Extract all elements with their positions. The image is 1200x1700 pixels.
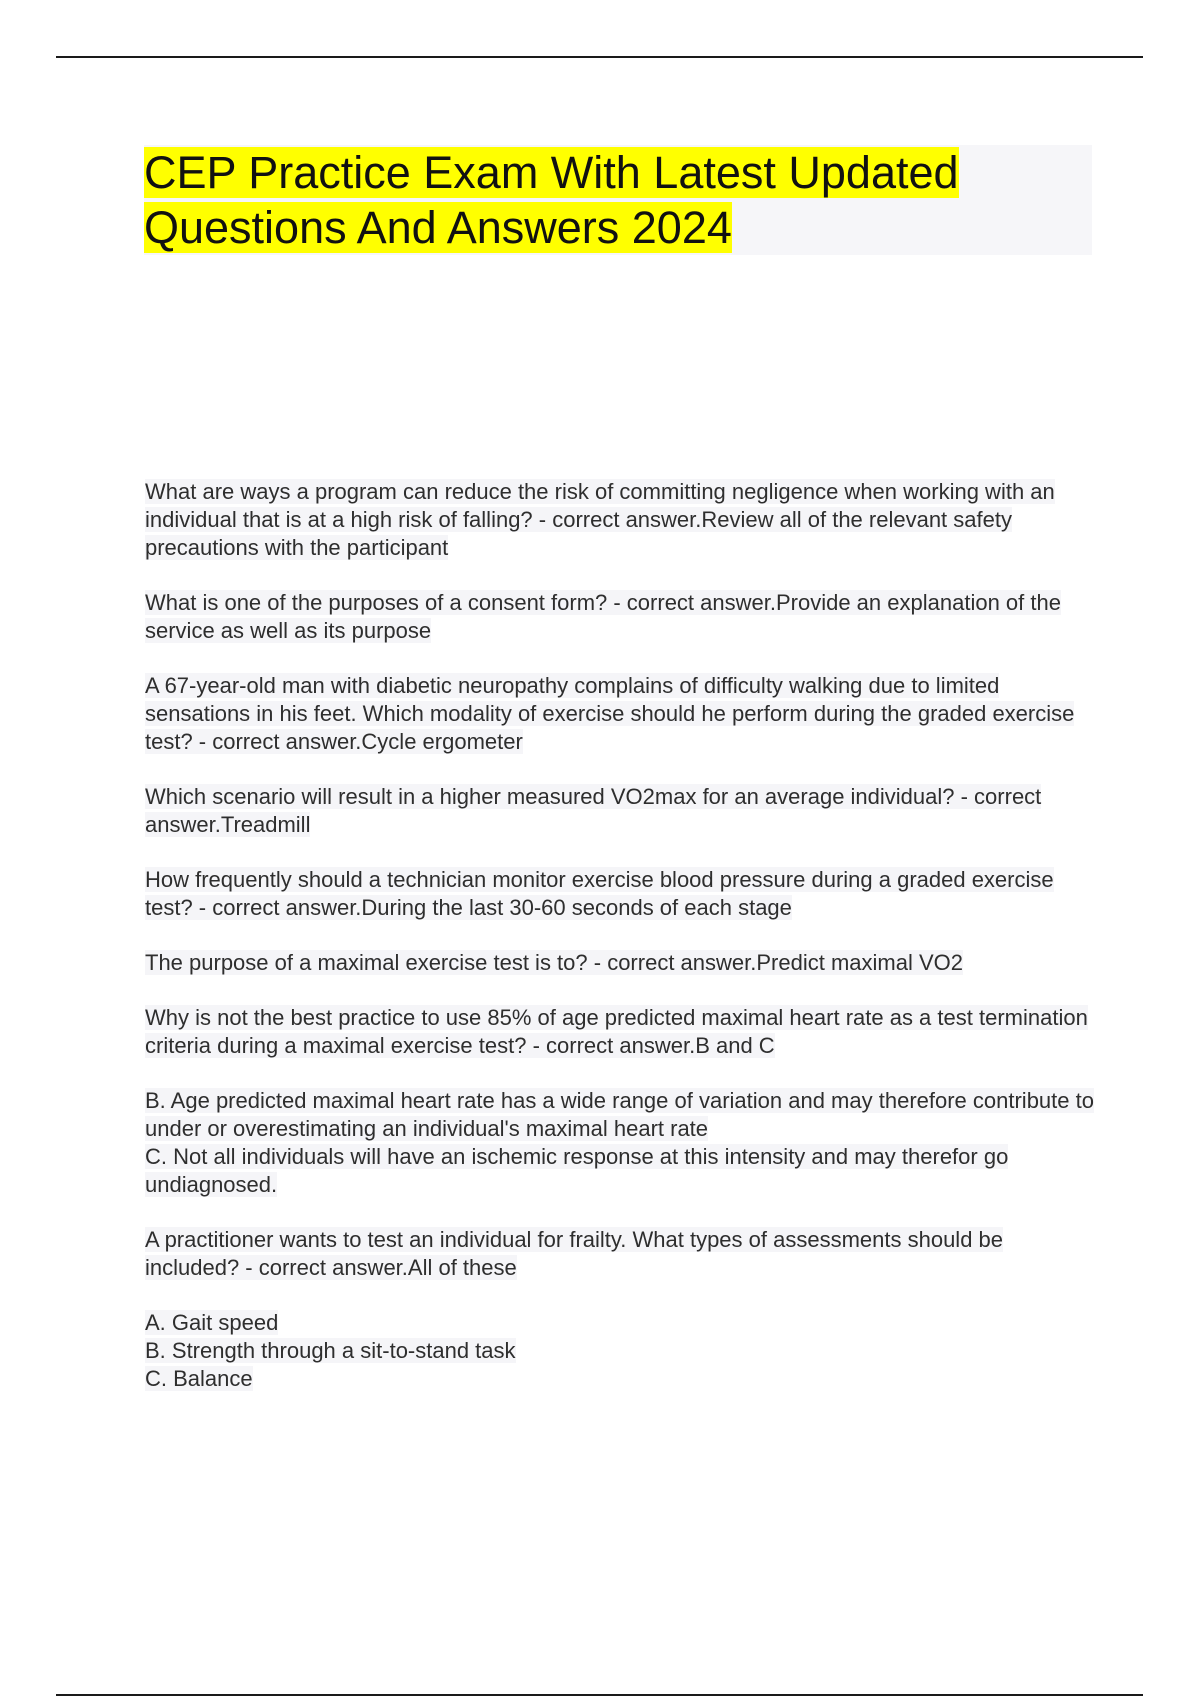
page-title-text: CEP Practice Exam With Latest Updated Questions And Answers 2024 bbox=[144, 147, 959, 253]
answer-option: C. Balance bbox=[145, 1366, 253, 1391]
qa-item: Why is not the best practice to use 85% of age predicted maximal heart rate as a test termination criteria during a maximal exercise test? - correct answer.B and C bbox=[145, 1005, 1088, 1058]
bottom-rule bbox=[56, 1694, 1143, 1696]
top-rule bbox=[56, 56, 1143, 58]
document-body bbox=[145, 478, 1095, 1420]
qa-item: How frequently should a technician monitor exercise blood pressure during a graded exercise test? - correct answer.During the last 30-60 seconds of each stage bbox=[145, 867, 1054, 920]
qa-item: The purpose of a maximal exercise test is to? - correct answer.Predict maximal VO2 bbox=[145, 950, 963, 975]
qa-item: A 67-year-old man with diabetic neuropathy complains of difficulty walking due to limited sensations in his feet. Which modality of exercise should he perform during the graded exercise test? - correct answer.Cycle ergometer bbox=[145, 673, 1075, 754]
answer-option: B. Strength through a sit-to-stand task bbox=[145, 1338, 516, 1363]
qa-item: What are ways a program can reduce the risk of committing negligence when working with an individual that is at a high risk of falling? - correct answer.Review all of the relevant safety precautions with the participant bbox=[145, 479, 1055, 560]
answer-options-list bbox=[145, 1309, 1095, 1393]
qa-item: What is one of the purposes of a consent form? - correct answer.Provide an explanation of the service as well as its purpose bbox=[145, 590, 1061, 643]
page-title bbox=[144, 145, 1092, 255]
answer-options-list bbox=[145, 1087, 1095, 1199]
qa-item: A practitioner wants to test an individual for frailty. What types of assessments should be included? - correct answer.All of these bbox=[145, 1227, 1004, 1280]
answer-option: A. Gait speed bbox=[145, 1310, 279, 1335]
title-block bbox=[144, 145, 1092, 255]
answer-option: C. Not all individuals will have an ischemic response at this intensity and may therefor go undiagnosed. bbox=[145, 1144, 1009, 1197]
answer-option: B. Age predicted maximal heart rate has a wide range of variation and may therefore contribute to under or overestimating an individual's maximal heart rate bbox=[145, 1088, 1094, 1141]
qa-item: Which scenario will result in a higher measured VO2max for an average individual? - correct answer.Treadmill bbox=[145, 784, 1042, 837]
